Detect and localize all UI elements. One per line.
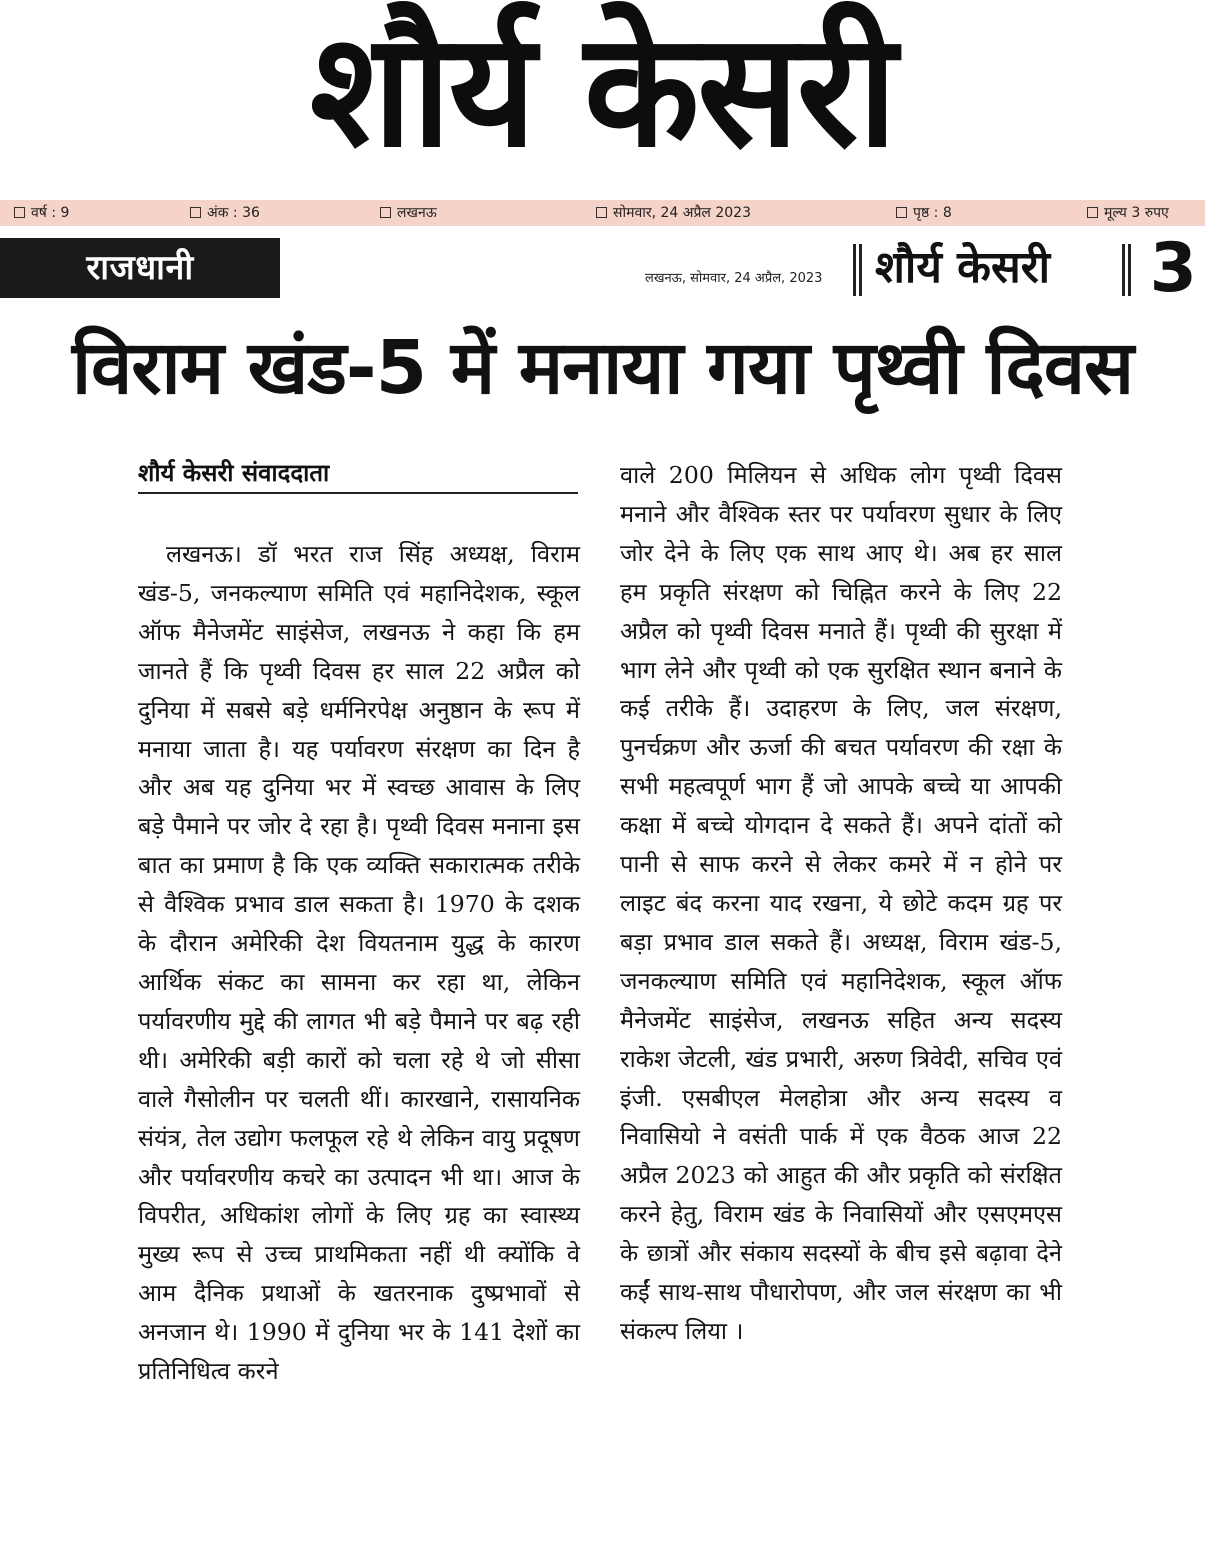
info-pages — [896, 200, 952, 226]
info-issue — [190, 200, 260, 226]
newspaper-title: शौर्य केसरी — [310, 0, 895, 183]
page-dateline: लखनऊ, सोमवार, 24 अप्रैल, 2023 — [645, 271, 823, 286]
checkbox-icon — [1087, 207, 1098, 218]
checkbox-icon — [896, 207, 907, 218]
article-column-right: वाले 200 मिलियन से अधिक लोग पृथ्वी दिवस मनाने और वैश्विक स्तर पर पर्यावरण सुधार के लिए जोर देने के लिए एक साथ आए थे। अब हर साल हम प्रकृति संरक्षण को चिह्नित करने के लिए 22 अप्रैल को पृथ्वी दिवस मनाते हैं। पृथ्वी की सुरक्षा में भाग लेने और पृथ्वी को एक सुरक्षित स्थान बनाने के कई तरीके हैं। उदाहरण के लिए, जल संरक्षण, पुनर्चक्रण और ऊर्जा की बचत पर्यावरण की रक्षा के सभी महत्वपूर्ण भाग हैं जो आपके बच्चे या आपकी कक्षा में बच्चे योगदान दे सकते हैं। अपने दांतों को पानी से साफ करने से लेकर कमरे में न होने पर लाइट बंद करना याद रखना, ये छोटे कदम ग्रह पर बड़ा प्रभाव डाल सकते हैं। अध्यक्ष, विराम खंड-5, जनकल्याण समिति एवं महानिदेशक, स्कूल ऑफ मैनेजमेंट साइंसेज, लखनऊ सहित अन्य सदस्य राकेश जेटली, खंड प्रभारी, अरुण त्रिवेदी, सचिव एवं इंजी. एसबीएल मेलहोत्रा और अन्य सदस्य व निवासियो ने वसंती पार्क में एक वैठक आज 22 अप्रैल 2023 को आहुत की और प्रकृति को संरक्षित करने हेतु, विराम खंड के निवासियों और एसएमएस के छात्रों और संकाय सदस्यों के बीच इसे बढ़ावा देने कईं साथ-साथ पौधारोपण, और जल संरक्षण का भी संकल्प लिया । — [620, 461, 1062, 1345]
divider — [859, 244, 862, 296]
checkbox-icon — [14, 207, 25, 218]
info-date — [596, 200, 751, 226]
info-pages-text: पृष्ठ : 8 — [913, 205, 952, 221]
info-year — [14, 200, 69, 226]
checkbox-icon — [190, 207, 201, 218]
article-byline: शौर्य केसरी संवाददाता — [138, 459, 330, 487]
info-issue-text: अंक : 36 — [207, 205, 260, 221]
article-headline: विराम खंड-5 में मनाया गया पृथ्वी दिवस — [71, 325, 1133, 411]
info-date-text: सोमवार, 24 अप्रैल 2023 — [613, 205, 751, 221]
divider — [1122, 244, 1125, 296]
info-city-text: लखनऊ — [397, 205, 437, 221]
byline-divider — [138, 492, 578, 494]
info-price-text: मूल्य 3 रुपए — [1104, 205, 1169, 221]
section-label: राजधानी — [86, 248, 194, 288]
page-number: 3 — [1149, 229, 1197, 308]
divider — [1128, 244, 1131, 296]
masthead — [0, 0, 1205, 190]
info-year-text: वर्ष : 9 — [31, 205, 70, 221]
checkbox-icon — [596, 207, 607, 218]
article-column-left: लखनऊ। डॉ भरत राज सिंह अध्यक्ष, विराम खंड-5, जनकल्याण समिति एवं महानिदेशक, स्कूल ऑफ मैनेजमेंट साइंसेज, लखनऊ ने कहा कि हम जानते हैं कि पृथ्वी दिवस हर साल 22 अप्रैल को दुनिया में सबसे बड़े धर्मनिरपेक्ष अनुष्ठान के रूप में मनाया जाता है। यह पर्यावरण संरक्षण का दिन है और अब यह दुनिया भर में स्वच्छ आवास के लिए बड़े पैमाने पर जोर दे रहा है। पृथ्वी दिवस मनाना इस बात का प्रमाण है कि एक व्यक्ति सकारात्मक तरीके से वैश्विक प्रभाव डाल सकता है। 1970 के दशक के दौरान अमेरिकी देश वियतनाम युद्ध के कारण आर्थिक संकट का सामना कर रहा था, लेकिन पर्यावरणीय मुद्दे की लागत भी बड़े पैमाने पर बढ़ रही थी। अमेरिकी बड़ी कारों को चला रहे थे जो सीसा वाले गैसोलीन पर चलती थीं। कारखाने, रासायनिक संयंत्र, तेल उद्योग फलफूल रहे थे लेकिन वायु प्रदूषण और पर्यावरणीय कचरे का उत्पादन भी था। आज के विपरीत, अधिकांश लोगों के लिए ग्रह का स्वास्थ्य मुख्य रूप से उच्च प्राथमिकता नहीं थी क्योंकि वे आम दैनिक प्रथाओं के खतरनाक दुष्प्रभावों से अनजान थे। 1990 में दुनिया भर के 141 देशों का प्रतिनिधित्व करने — [138, 540, 580, 1386]
checkbox-icon — [380, 207, 391, 218]
info-city — [380, 200, 437, 226]
page-header-right — [645, 229, 1205, 308]
info-price — [1087, 200, 1169, 226]
page-brand: शौर्य केसरी — [875, 242, 1051, 293]
divider — [853, 244, 856, 296]
info-bar — [0, 200, 1205, 226]
section-band — [0, 238, 280, 298]
